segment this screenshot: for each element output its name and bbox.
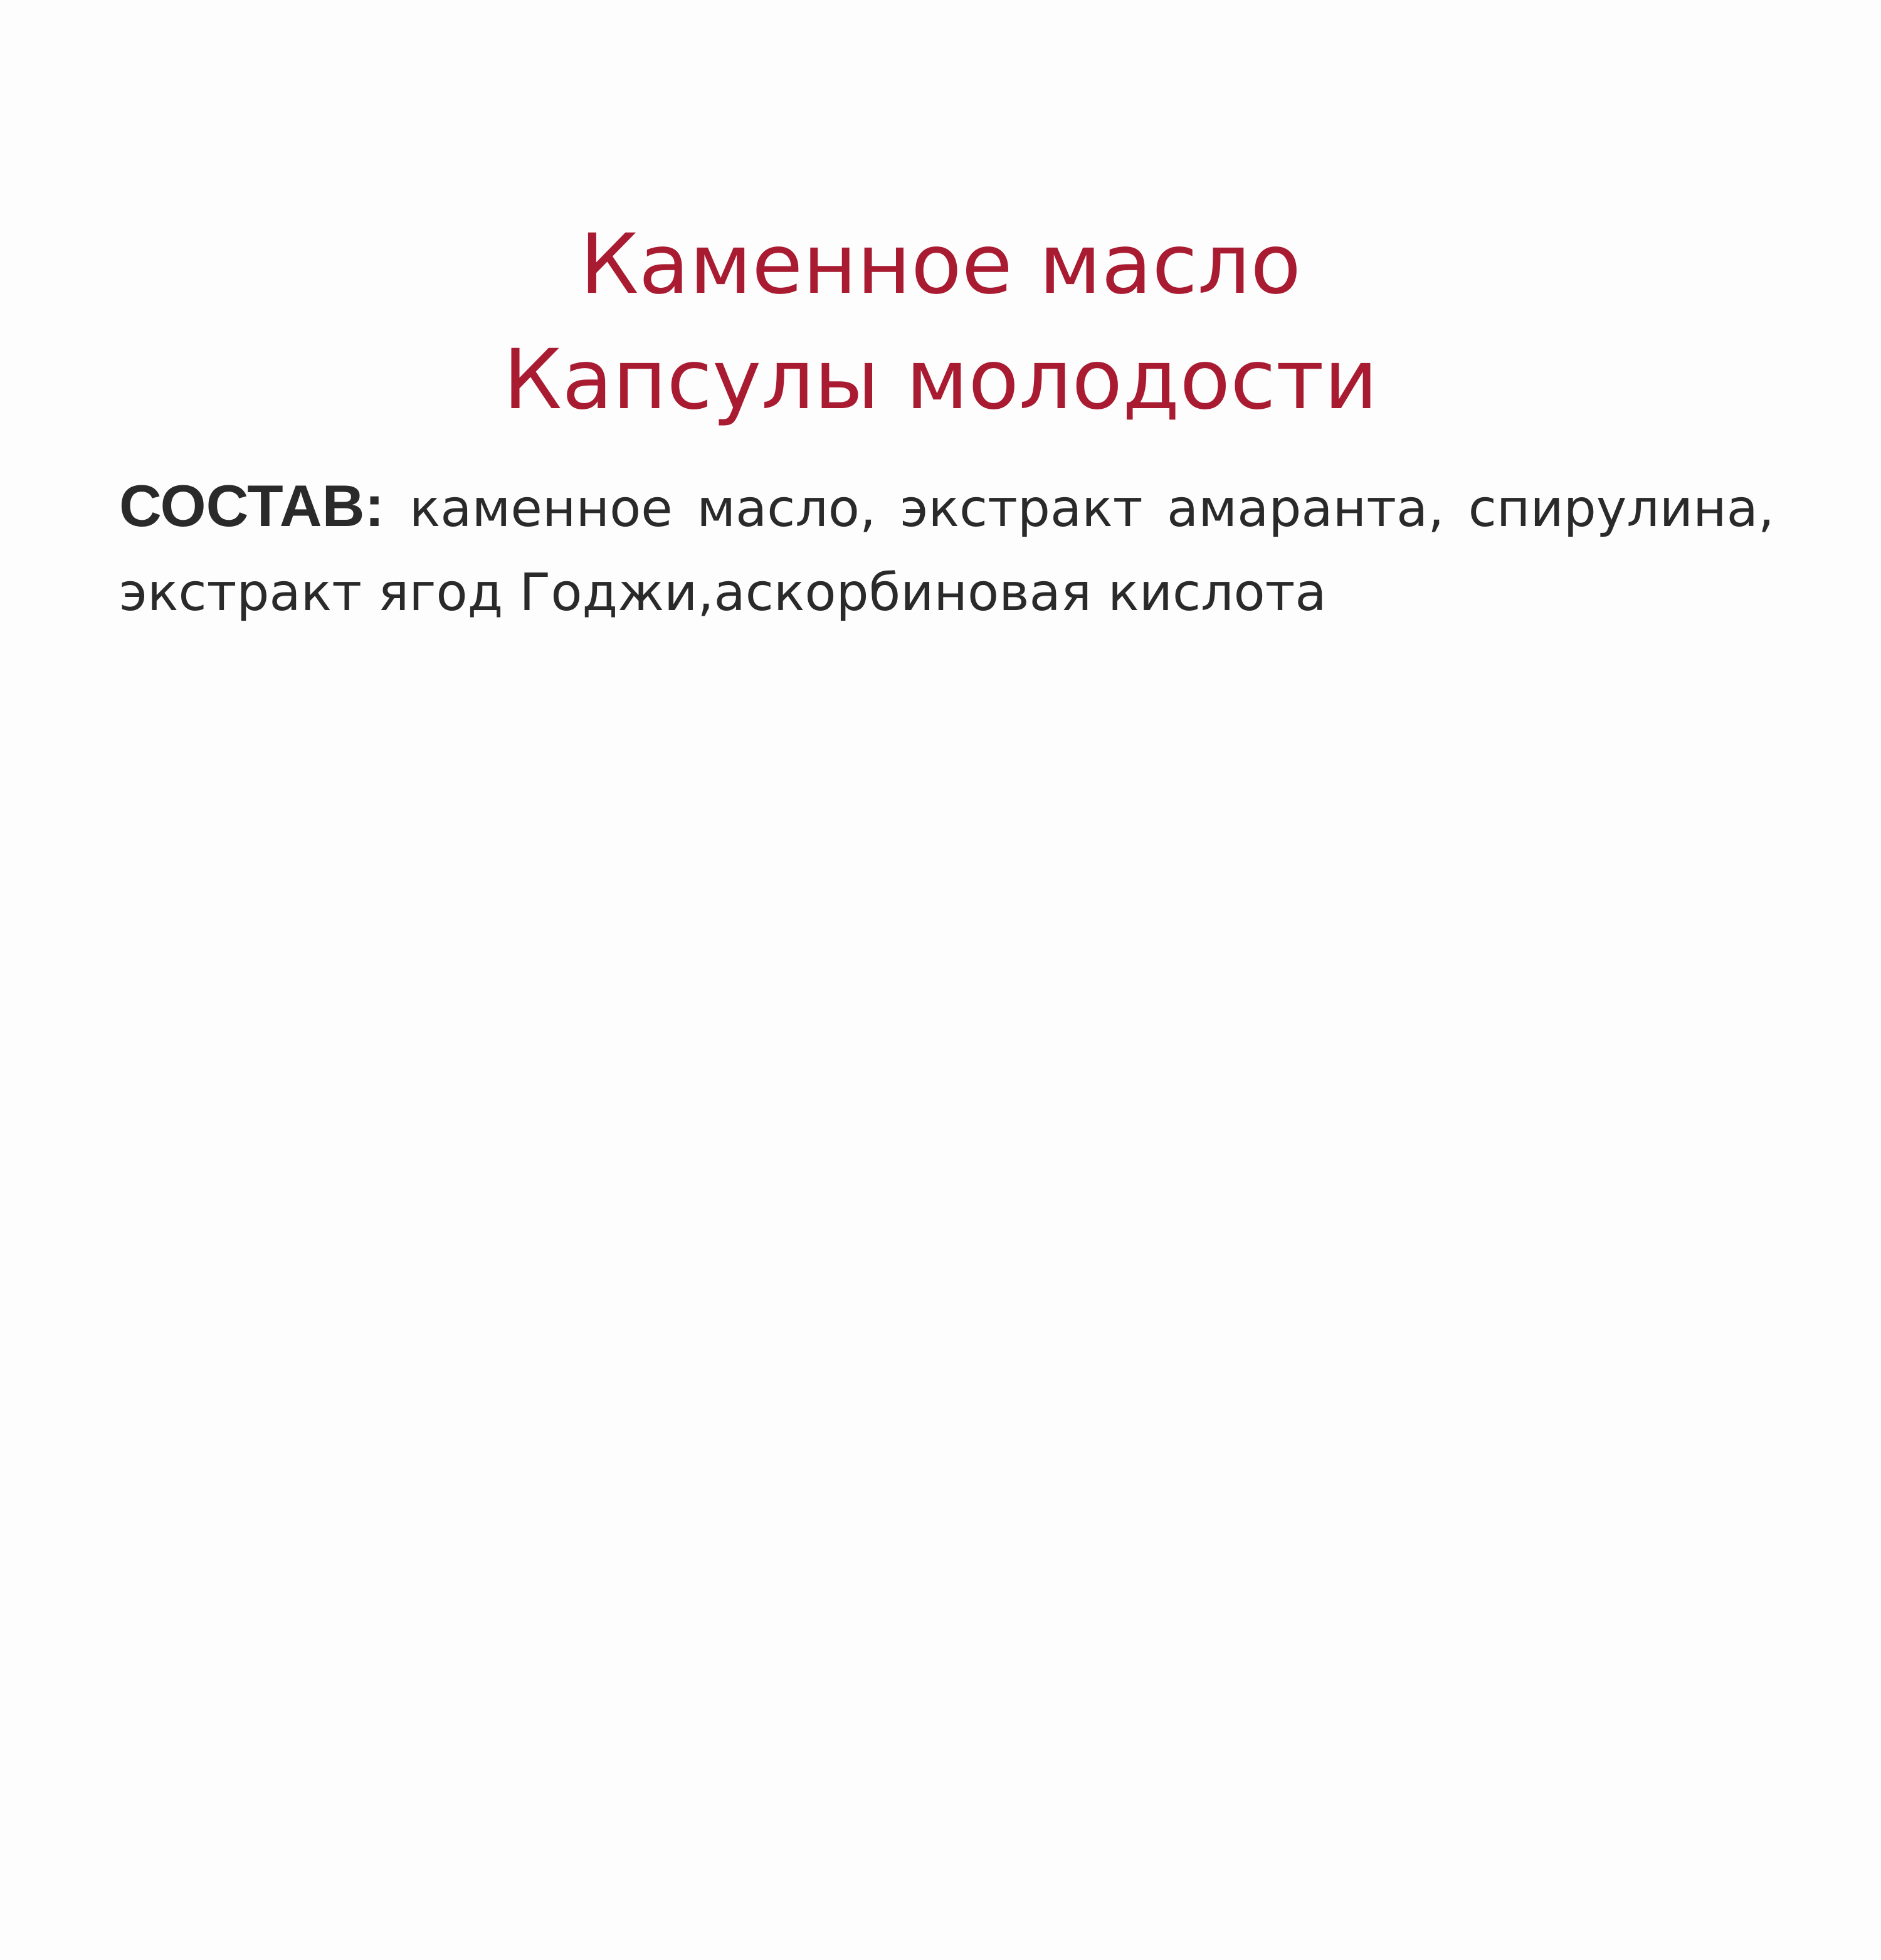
title-line-1: Каменное масло xyxy=(579,216,1302,313)
title-line-2: Капсулы молодости xyxy=(503,332,1378,428)
composition-paragraph xyxy=(119,464,1774,635)
composition-label: СОСТАВ: xyxy=(119,473,384,539)
composition-text: каменное масло, экстракт амаранта, спирулина, экстракт ягод Годжи,аскорбиновая кислота xyxy=(119,479,1774,623)
product-title xyxy=(0,207,1881,438)
